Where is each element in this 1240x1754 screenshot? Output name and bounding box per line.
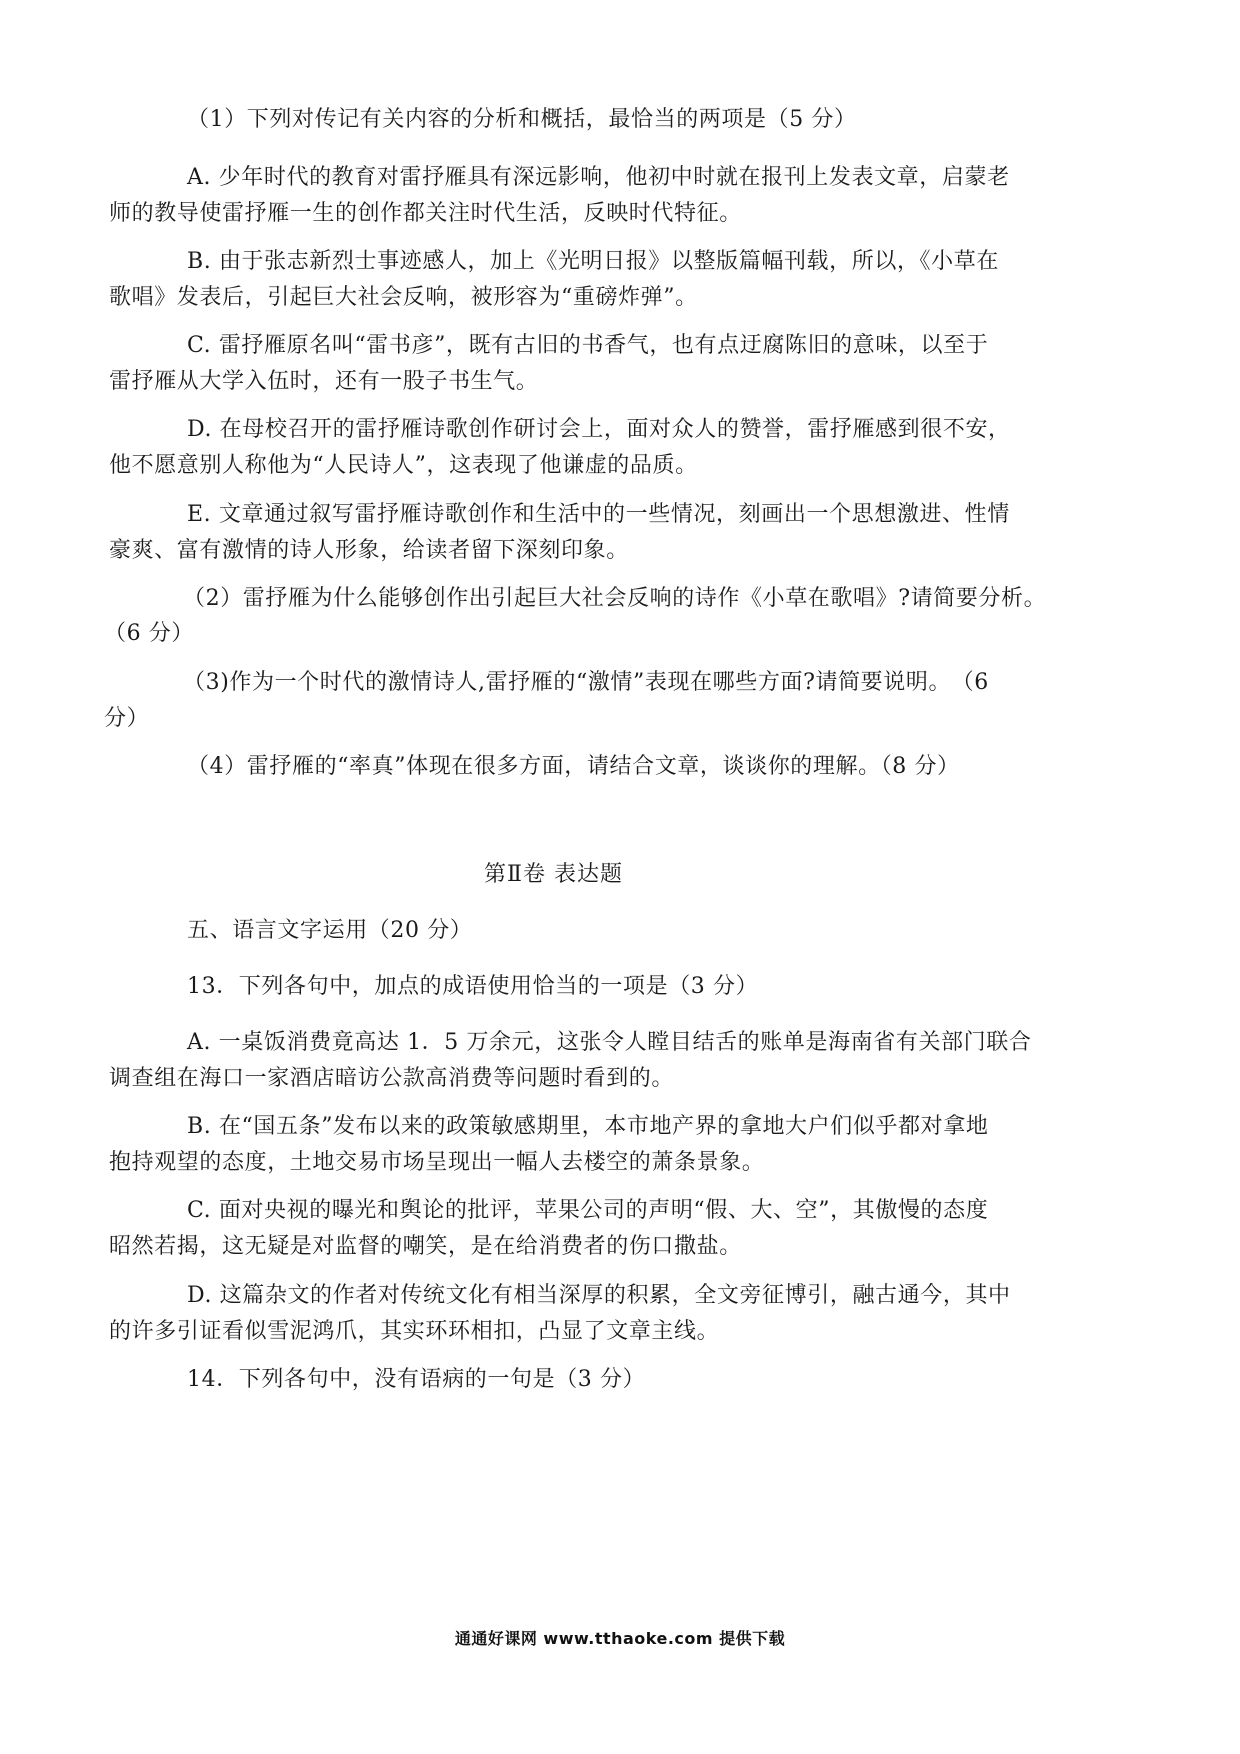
q14-stem: 14．下列各句中，没有语病的一句是（3 分） xyxy=(187,1367,646,1392)
q12-sub1-option-b-line1: B. 由于张志新烈士事迹感人，加上《光明日报》以整版篇幅刊载，所以，《小草在 xyxy=(187,249,999,274)
q13-option-a-line2: 调查组在海口一家酒店暗访公款高消费等问题时看到的。 xyxy=(109,1066,675,1091)
q13-stem: 13．下列各句中，加点的成语使用恰当的一项是（3 分） xyxy=(187,974,759,999)
q12-sub2-line2: （6 分） xyxy=(104,621,194,646)
q12-sub1-stem: （1）下列对传记有关内容的分析和概括，最恰当的两项是（5 分） xyxy=(187,107,857,132)
q13-option-c-line1: C. 面对央视的曝光和舆论的批评，苹果公司的声明“假、大、空”，其傲慢的态度 xyxy=(187,1198,989,1223)
q12-sub2-line1: （2）雷抒雁为什么能够创作出引起巨大社会反响的诗作《小草在歌唱》?请简要分析。 xyxy=(183,586,1047,611)
q12-sub1-option-e-line2: 豪爽、富有激情的诗人形象，给读者留下深刻印象。 xyxy=(109,538,629,563)
page-footer: 通通好课网 www.tthaoke.com 提供下载 xyxy=(454,1629,786,1648)
q12-sub1-option-e-line1: E. 文章通过叙写雷抒雁诗歌创作和生活中的一些情况，刻画出一个思想激进、性情 xyxy=(187,502,1010,527)
q13-option-a-line1: A. 一桌饭消费竟高达 1．5 万余元，这张令人瞠目结舌的账单是海南省有关部门联合 xyxy=(187,1030,1032,1055)
q12-sub1-option-b-line2: 歌唱》发表后，引起巨大社会反响，被形容为“重磅炸弹”。 xyxy=(109,285,698,310)
q13-option-d-line1: D. 这篇杂文的作者对传统文化有相当深厚的积累，全文旁征博引，融古通今，其中 xyxy=(187,1283,1011,1308)
q12-sub4: （4）雷抒雁的“率真”体现在很多方面，请结合文章，谈谈你的理解。（8 分） xyxy=(187,754,960,779)
part2-title: 第Ⅱ卷 表达题 xyxy=(484,862,623,887)
q12-sub1-option-d-line1: D. 在母校召开的雷抒雁诗歌创作研讨会上，面对众人的赞誉，雷抒雁感到很不安， xyxy=(187,417,1011,442)
q13-option-b-line2: 抱持观望的态度，土地交易市场呈现出一幅人去楼空的萧条景象。 xyxy=(109,1150,765,1175)
q12-sub3-line1: （3)作为一个时代的激情诗人,雷抒雁的“激情”表现在哪些方面?请简要说明。 （6 xyxy=(183,670,989,695)
q12-sub1-option-a-line1: A. 少年时代的教育对雷抒雁具有深远影响，他初中时就在报刊上发表文章，启蒙老 xyxy=(187,165,1010,190)
q12-sub1-option-a-line2: 师的教导使雷抒雁一生的创作都关注时代生活，反映时代特征。 xyxy=(109,201,742,226)
q13-option-b-line1: B. 在“国五条”发布以来的政策敏感期里，本市地产界的拿地大户们似乎都对拿地 xyxy=(187,1114,989,1139)
q13-option-c-line2: 昭然若揭，这无疑是对监督的嘲笑，是在给消费者的伤口撒盐。 xyxy=(109,1234,742,1259)
section5-title: 五、语言文字运用（20 分） xyxy=(187,918,473,943)
q12-sub1-option-c-line2: 雷抒雁从大学入伍时，还有一股子书生气。 xyxy=(109,369,539,394)
q12-sub1-option-d-line2: 他不愿意别人称他为“人民诗人”，这表现了他谦虚的品质。 xyxy=(109,453,698,478)
q12-sub1-option-c-line1: C. 雷抒雁原名叫“雷书彦”，既有古旧的书香气，也有点迂腐陈旧的意味，以至于 xyxy=(187,333,989,358)
q13-option-d-line2: 的许多引证看似雪泥鸿爪，其实环环相扣，凸显了文章主线。 xyxy=(109,1319,720,1344)
q12-sub3-line2: 分） xyxy=(104,706,150,731)
